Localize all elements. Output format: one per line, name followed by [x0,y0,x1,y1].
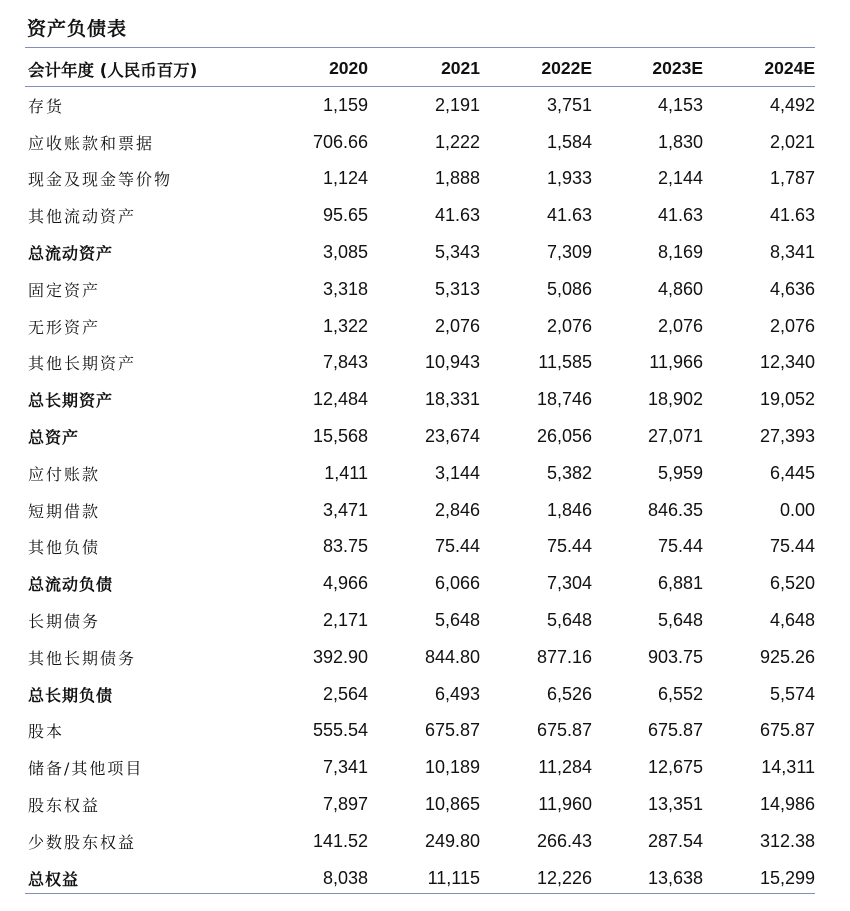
row-value: 27,071 [647,426,703,447]
row-value: 18,331 [424,389,480,410]
row-value: 11,966 [649,352,703,373]
row-value: 3,751 [546,94,592,115]
row-label: 总流动资产 [28,244,114,264]
row-value: 1,411 [324,462,368,483]
header-year: 2024E [764,58,815,78]
header-year: 2022E [541,58,592,78]
row-value: 2,564 [322,683,368,704]
row-value: 3,471 [322,499,368,520]
row-value: 1,830 [657,131,703,152]
row-value: 7,309 [546,242,592,263]
table-row [25,234,815,271]
row-label: 储备/其他项目 [28,759,144,779]
row-value: 41.63 [434,205,480,226]
row-value: 75.44 [657,536,703,557]
row-value: 2,076 [434,315,480,336]
table-row [25,676,815,713]
header-label: 会计年度 (人民币百万) [28,60,198,80]
row-value: 41.63 [769,205,815,226]
row-value: 26,056 [536,426,592,447]
header-year: 2023E [652,58,703,78]
row-value: 11,284 [538,757,592,778]
row-value: 5,382 [546,462,592,483]
table-row [25,749,815,786]
row-value: 0.00 [779,499,815,520]
row-value: 3,144 [434,462,480,483]
row-value: 1,124 [322,168,368,189]
row-label: 股本 [28,722,65,742]
row-value: 675.87 [424,720,480,741]
row-label: 总资产 [28,428,80,448]
row-value: 1,787 [769,168,815,189]
table-row [25,87,815,124]
row-label: 总流动负债 [28,575,114,595]
row-value: 6,552 [657,683,703,704]
row-value: 15,299 [759,867,815,888]
row-value: 19,052 [759,389,815,410]
row-value: 6,066 [434,573,480,594]
row-value: 7,341 [322,757,368,778]
row-label: 少数股东权益 [28,832,137,852]
table-row [25,161,815,198]
row-value: 5,086 [546,278,592,299]
table-row [25,639,815,676]
row-label: 总权益 [28,869,80,889]
row-value: 12,484 [312,389,368,410]
row-value: 1,222 [434,131,480,152]
row-value: 75.44 [434,536,480,557]
row-value: 141.52 [312,830,368,851]
balance-sheet-table [25,50,815,897]
row-value: 11,115 [427,867,480,888]
row-value: 5,959 [657,462,703,483]
top-rule [25,47,815,48]
table-row [25,786,815,823]
row-value: 8,169 [657,242,703,263]
row-value: 249.80 [424,830,480,851]
row-label: 短期借款 [28,501,101,521]
row-value: 844.80 [424,646,480,667]
table-row [25,492,815,529]
row-value: 6,493 [434,683,480,704]
row-label: 无形资产 [28,317,101,337]
row-value: 675.87 [536,720,592,741]
row-value: 6,881 [657,573,703,594]
row-value: 1,159 [322,94,368,115]
table-row [25,418,815,455]
table-row [25,197,815,234]
row-value: 7,304 [546,573,592,594]
table-row [25,823,815,860]
table-row [25,860,815,897]
table-title: 资产负债表 [27,18,128,40]
row-value: 13,351 [647,794,703,815]
row-label: 总长期资产 [28,391,114,411]
table-row [25,713,815,750]
row-value: 903.75 [647,646,703,667]
row-value: 11,585 [538,352,592,373]
row-label: 应付账款 [28,464,101,484]
row-value: 41.63 [546,205,592,226]
row-value: 14,311 [761,757,815,778]
row-value: 11,960 [538,794,592,815]
row-value: 6,520 [769,573,815,594]
row-value: 12,226 [536,867,592,888]
row-label: 固定资产 [28,280,101,300]
row-value: 555.54 [312,720,368,741]
row-value: 27,393 [759,426,815,447]
row-value: 2,171 [322,610,368,631]
row-value: 8,038 [322,867,368,888]
row-value: 13,638 [647,867,703,888]
row-label: 存货 [28,96,65,116]
row-value: 4,966 [322,573,368,594]
row-value: 706.66 [312,131,368,152]
row-value: 4,636 [769,278,815,299]
row-value: 2,076 [657,315,703,336]
bottom-rule [25,893,815,894]
row-value: 312.38 [759,830,815,851]
row-value: 266.43 [536,830,592,851]
row-value: 8,341 [769,242,815,263]
row-value: 3,318 [322,278,368,299]
row-value: 3,085 [322,242,368,263]
row-value: 846.35 [647,499,703,520]
row-value: 5,648 [546,610,592,631]
row-value: 95.65 [322,205,368,226]
row-value: 7,897 [322,794,368,815]
row-value: 23,674 [424,426,480,447]
row-value: 10,865 [424,794,480,815]
row-value: 287.54 [647,830,703,851]
row-label: 其他长期债务 [28,648,137,668]
row-value: 925.26 [759,646,815,667]
row-value: 7,843 [322,352,368,373]
row-label: 总长期负债 [28,685,114,705]
header-year: 2021 [441,58,480,78]
row-label: 长期债务 [28,612,101,632]
row-value: 2,076 [546,315,592,336]
row-value: 2,144 [657,168,703,189]
row-value: 14,986 [759,794,815,815]
table-body [25,87,815,897]
row-value: 12,675 [647,757,703,778]
row-value: 2,846 [434,499,480,520]
row-label: 其他长期资产 [28,354,137,374]
row-value: 5,313 [434,278,480,299]
row-value: 2,191 [434,94,480,115]
row-label: 其他负债 [28,538,101,558]
row-value: 5,648 [657,610,703,631]
row-value: 10,943 [424,352,480,373]
table-row [25,345,815,382]
row-value: 75.44 [769,536,815,557]
row-value: 2,021 [769,131,815,152]
row-value: 1,933 [546,168,592,189]
row-value: 675.87 [759,720,815,741]
row-label: 其他流动资产 [28,207,137,227]
row-value: 5,648 [434,610,480,631]
row-value: 2,076 [769,315,815,336]
row-value: 4,492 [769,94,815,115]
row-value: 10,189 [424,757,480,778]
table-row [25,124,815,161]
row-value: 5,574 [769,683,815,704]
row-value: 4,153 [657,94,703,115]
row-value: 4,860 [657,278,703,299]
row-value: 1,846 [546,499,592,520]
row-value: 18,746 [536,389,592,410]
row-value: 392.90 [312,646,368,667]
row-value: 5,343 [434,242,480,263]
row-value: 6,526 [546,683,592,704]
header-year: 2020 [329,58,368,78]
row-value: 83.75 [322,536,368,557]
row-value: 6,445 [769,462,815,483]
row-value: 18,902 [647,389,703,410]
row-value: 75.44 [546,536,592,557]
row-label: 应收账款和票据 [28,133,155,153]
row-value: 1,584 [546,131,592,152]
table-row [25,565,815,602]
table-row [25,308,815,345]
row-label: 股东权益 [28,796,101,816]
table-row [25,602,815,639]
row-value: 877.16 [536,646,592,667]
header-row [25,50,815,87]
table-row [25,381,815,418]
table-row [25,455,815,492]
row-value: 675.87 [647,720,703,741]
row-value: 12,340 [759,352,815,373]
row-value: 1,322 [322,315,368,336]
table-row [25,271,815,308]
row-value: 1,888 [434,168,480,189]
row-value: 15,568 [312,426,368,447]
row-label: 现金及现金等价物 [28,170,173,190]
row-value: 41.63 [657,205,703,226]
table-row [25,529,815,566]
row-value: 4,648 [769,610,815,631]
